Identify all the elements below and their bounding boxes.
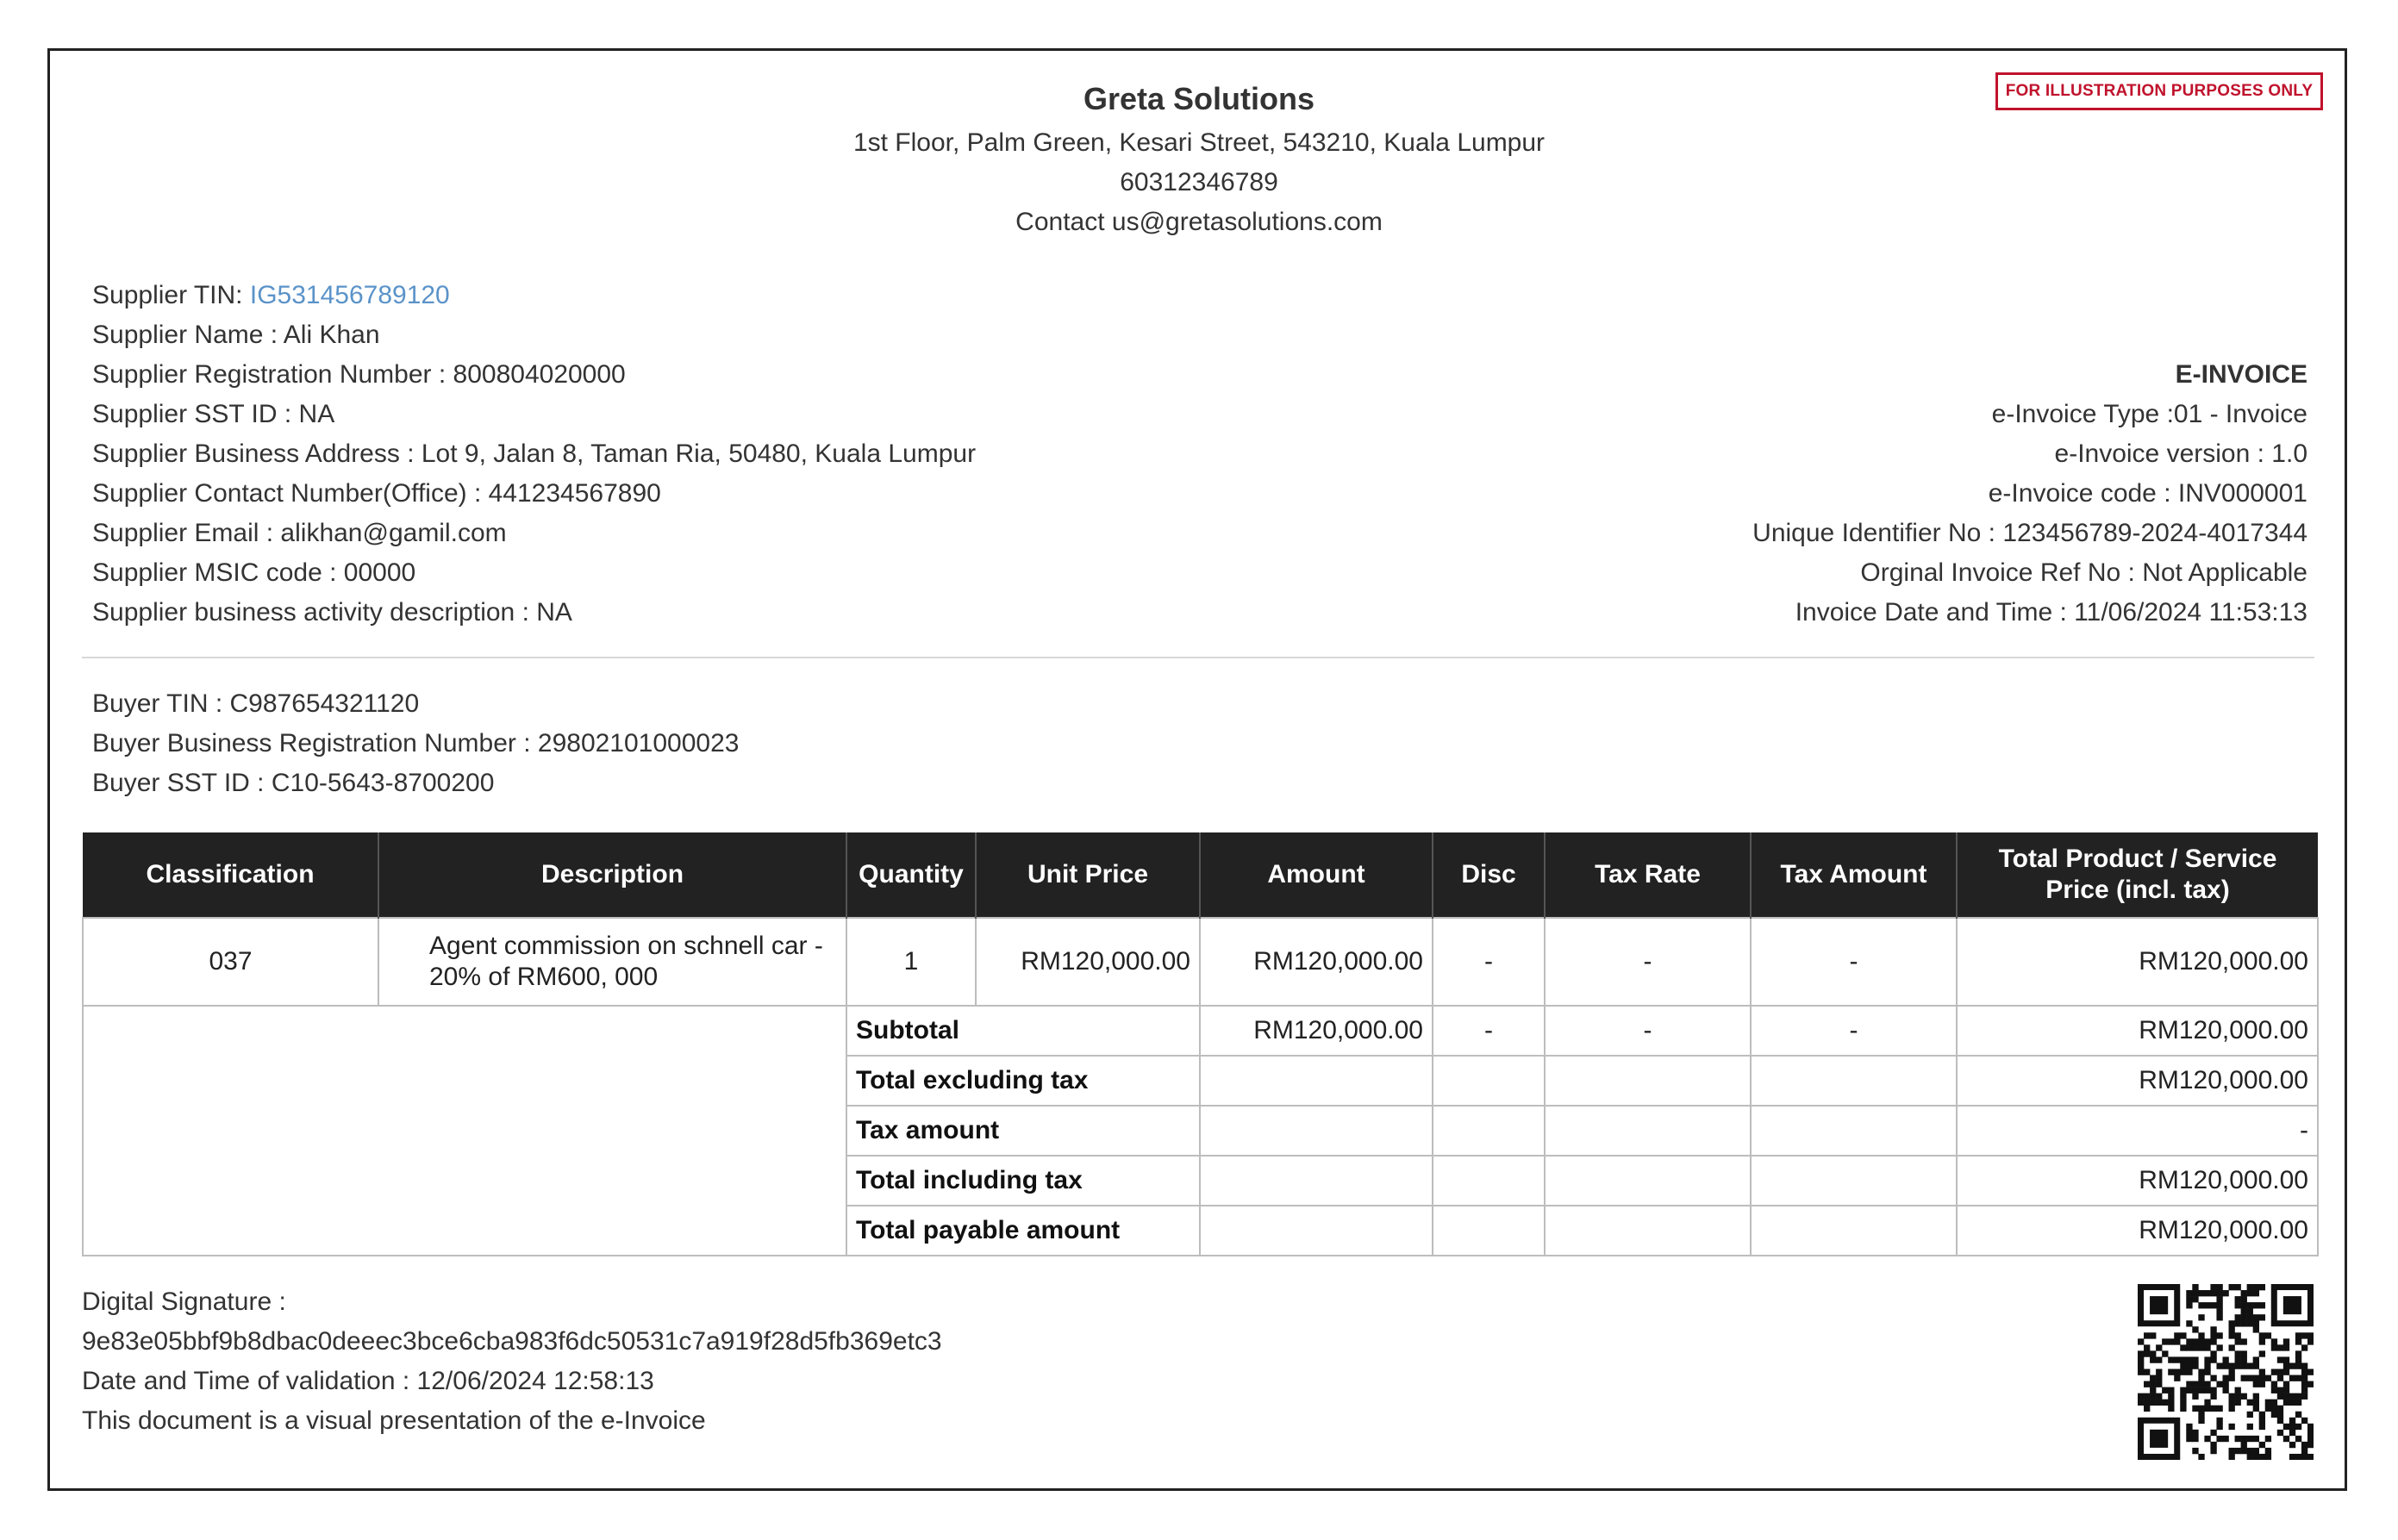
einvoice-info	[1752, 355, 2307, 633]
einvoice-version: e-Invoice version : 1.0	[2054, 440, 2307, 468]
supplier-activity-description: Supplier business activity description : NA	[92, 598, 572, 627]
subtotal-tax-rate: -	[1545, 1006, 1751, 1056]
supplier-business-address: Supplier Business Address : Lot 9, Jalan 8, Taman Ria, 50480, Kuala Lumpur	[92, 440, 977, 468]
supplier-tin	[92, 276, 976, 315]
subtotal-tax-amount: -	[1751, 1006, 1957, 1056]
supplier-tin-label: Supplier TIN:	[92, 281, 250, 309]
supplier-registration-number: Supplier Registration Number : 800804020000	[92, 360, 626, 389]
item-tax-amount: -	[1751, 918, 1957, 1006]
subtotal-total: RM120,000.00	[1957, 1006, 2318, 1056]
col-header-total-price: Total Product / Service Price (incl. tax)	[1957, 832, 2318, 918]
total-excluding-tax-label: Total excluding tax	[846, 1056, 1200, 1106]
total-excluding-tax-value: RM120,000.00	[1957, 1056, 2318, 1106]
company-phone: 60312346789	[1120, 168, 1278, 196]
buyer-info	[92, 684, 739, 803]
item-tax-rate: -	[1545, 918, 1751, 1006]
subtotal-disc: -	[1433, 1006, 1545, 1056]
qr-code-icon	[2138, 1284, 2314, 1460]
validation-date-time: Date and Time of validation : 12/06/2024 12:58:13	[82, 1367, 654, 1395]
digital-signature-label: Digital Signature :	[82, 1287, 286, 1316]
col-header-description: Description	[378, 832, 846, 918]
einvoice-code: e-Invoice code : INV000001	[1988, 479, 2307, 508]
total-payable-value: RM120,000.00	[1957, 1206, 2318, 1256]
col-header-tax-rate: Tax Rate	[1545, 832, 1751, 918]
buyer-sst-id: Buyer SST ID : C10-5643-8700200	[92, 769, 495, 797]
company-contact: Contact us@gretasolutions.com	[1015, 208, 1383, 236]
item-disc: -	[1433, 918, 1545, 1006]
item-unit-price: RM120,000.00	[976, 918, 1200, 1006]
total-including-tax-label: Total including tax	[846, 1156, 1200, 1206]
signature-footer	[82, 1282, 942, 1441]
col-header-disc: Disc	[1433, 832, 1545, 918]
item-description: Agent commission on schnell car - 20% of RM600, 000	[378, 918, 846, 1006]
invoice-items-table	[82, 832, 2319, 1256]
supplier-msic-code: Supplier MSIC code : 00000	[92, 558, 416, 587]
digital-signature-value: 9e83e05bbf9b8dbac0deeec3bce6cba983f6dc50531c7a919f28d5fb369etc3	[82, 1327, 942, 1356]
company-address: 1st Floor, Palm Green, Kesari Street, 543210, Kuala Lumpur	[852, 128, 1546, 157]
supplier-sst-id: Supplier SST ID : NA	[92, 400, 335, 428]
einvoice-type: e-Invoice Type :01 - Invoice	[1991, 400, 2307, 428]
buyer-tin: Buyer TIN : C987654321120	[92, 689, 420, 718]
col-header-quantity: Quantity	[846, 832, 976, 918]
illustration-watermark: FOR ILLUSTRATION PURPOSES ONLY	[1995, 72, 2323, 110]
item-total: RM120,000.00	[1957, 918, 2318, 1006]
tax-amount-value: -	[1957, 1106, 2318, 1156]
company-name: Greta Solutions	[1083, 81, 1315, 116]
col-header-tax-amount: Tax Amount	[1751, 832, 1957, 918]
col-header-unit-price: Unit Price	[976, 832, 1200, 918]
einvoice-title: E-INVOICE	[2175, 360, 2307, 389]
invoice-date-time: Invoice Date and Time : 11/06/2024 11:53:13	[1795, 598, 2307, 627]
table-header-row	[83, 832, 2318, 918]
col-header-classification: Classification	[83, 832, 378, 918]
totals-blank-area	[83, 1006, 846, 1256]
tax-amount-label: Tax amount	[846, 1106, 1200, 1156]
item-classification: 037	[83, 918, 378, 1006]
supplier-info	[92, 276, 976, 633]
col-header-amount: Amount	[1200, 832, 1433, 918]
qr-code-graphic	[2138, 1284, 2314, 1460]
supplier-email: Supplier Email : alikhan@gamil.com	[92, 519, 507, 547]
item-quantity: 1	[846, 918, 976, 1006]
unique-identifier: Unique Identifier No : 123456789-2024-4017344	[1752, 519, 2307, 547]
subtotal-label: Subtotal	[846, 1006, 1200, 1056]
original-invoice-ref: Orginal Invoice Ref No : Not Applicable	[1860, 558, 2307, 587]
supplier-name: Supplier Name : Ali Khan	[92, 321, 380, 349]
supplier-tin-value[interactable]: IG531456789120	[249, 281, 450, 309]
subtotal-row	[83, 1006, 2318, 1056]
item-amount: RM120,000.00	[1200, 918, 1433, 1006]
total-including-tax-value: RM120,000.00	[1957, 1156, 2318, 1206]
supplier-contact-number: Supplier Contact Number(Office) : 441234567890	[92, 479, 661, 508]
buyer-registration-number: Buyer Business Registration Number : 29802101000023	[92, 729, 740, 758]
total-payable-label: Total payable amount	[846, 1206, 1200, 1256]
section-divider	[82, 657, 2314, 658]
subtotal-amount: RM120,000.00	[1200, 1006, 1433, 1056]
visual-presentation-note: This document is a visual presentation of the e-Invoice	[82, 1406, 706, 1435]
table-row	[83, 918, 2318, 1006]
